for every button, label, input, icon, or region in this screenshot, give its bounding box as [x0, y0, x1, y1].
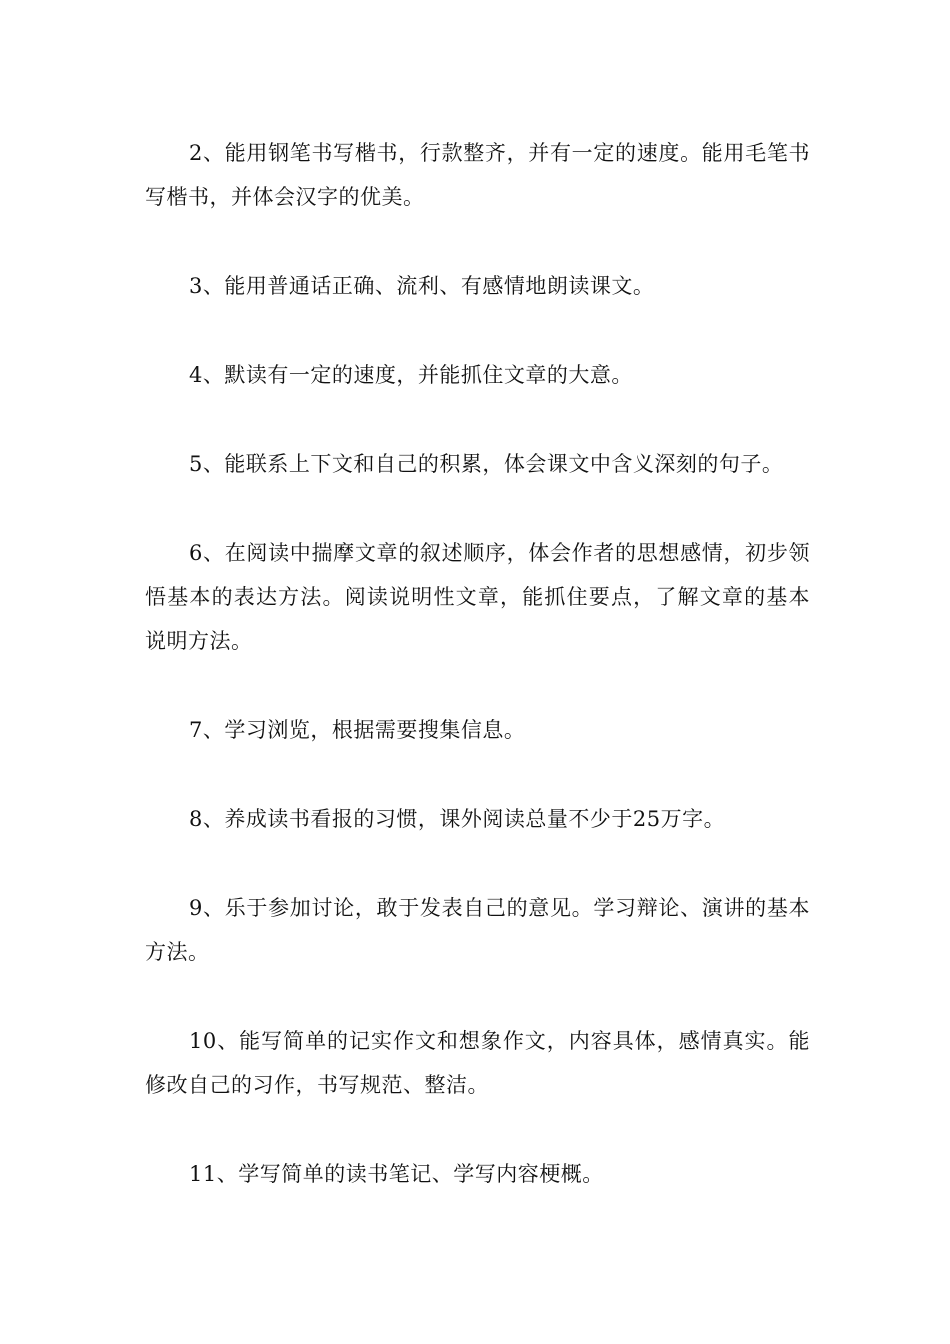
paragraph-item-5: 5、能联系上下文和自己的积累，体会课文中含义深刻的句子。	[189, 452, 784, 476]
paragraph-item-3: 3、能用普通话正确、流利、有感情地朗读课文。	[189, 274, 655, 298]
paragraph-item-10: 10、能写简单的记实作文和想象作文，内容具体，感情真实。能修改自己的习作，书写规范、整洁。	[145, 1029, 810, 1097]
document-body	[145, 131, 810, 1241]
paragraph-item-11: 11、学写简单的读书笔记、学写内容梗概。	[189, 1162, 604, 1186]
paragraph-item-7: 7、学习浏览，根据需要搜集信息。	[189, 718, 526, 742]
paragraph-item-2: 2、能用钢笔书写楷书，行款整齐，并有一定的速度。能用毛笔书写楷书，并体会汉字的优美。	[145, 141, 810, 209]
paragraph-item-4: 4、默读有一定的速度，并能抓住文章的大意。	[189, 363, 633, 387]
paragraph-item-9: 9、乐于参加讨论，敢于发表自己的意见。学习辩论、演讲的基本方法。	[145, 896, 810, 964]
paragraph-item-6: 6、在阅读中揣摩文章的叙述顺序，体会作者的思想感情，初步领悟基本的表达方法。阅读说明性文章，能抓住要点，了解文章的基本说明方法。	[145, 541, 810, 653]
paragraph-item-8: 8、养成读书看报的习惯，课外阅读总量不少于25万字。	[189, 807, 726, 831]
